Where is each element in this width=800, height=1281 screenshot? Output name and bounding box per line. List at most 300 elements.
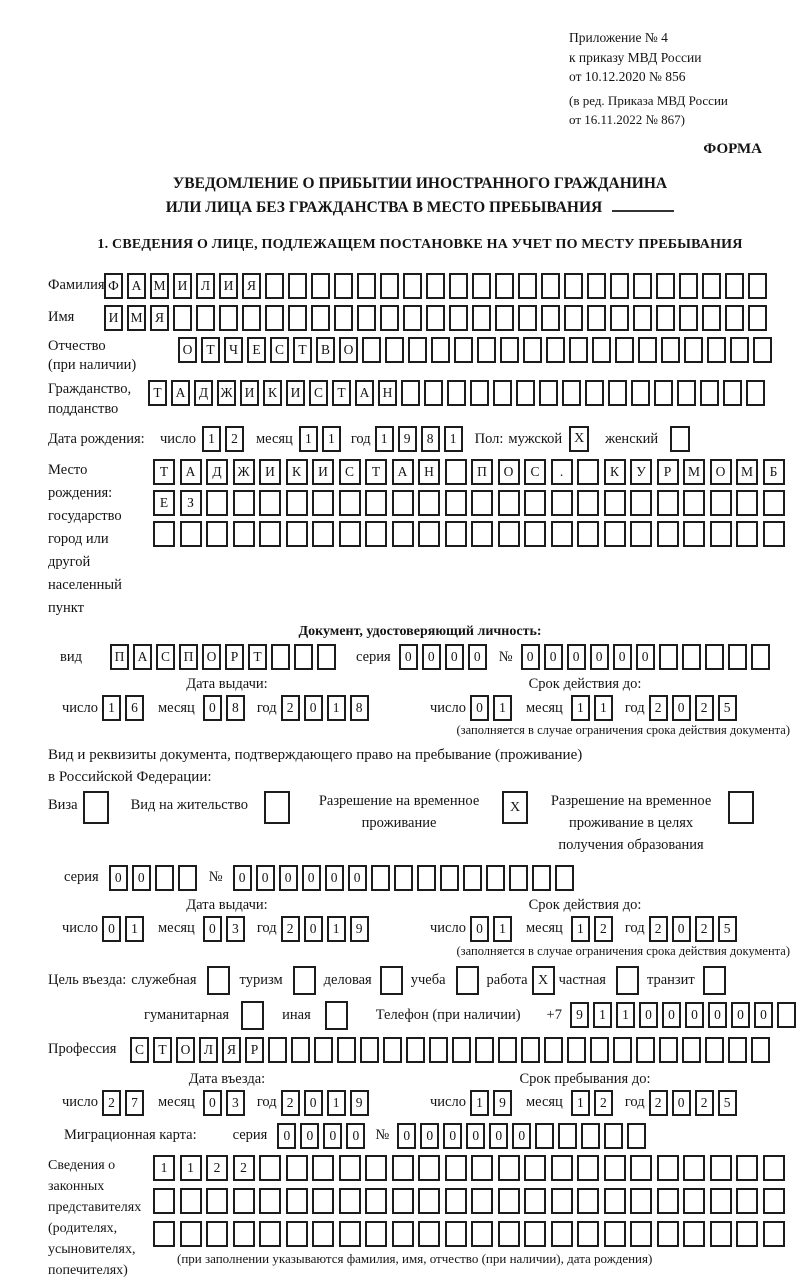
form-cell[interactable] bbox=[592, 337, 611, 363]
form-cell[interactable] bbox=[288, 305, 307, 331]
residence-permit-checkbox[interactable] bbox=[264, 791, 290, 824]
form-cell[interactable] bbox=[418, 490, 440, 516]
form-cell[interactable] bbox=[585, 380, 604, 406]
form-cell[interactable] bbox=[546, 337, 565, 363]
form-cell[interactable] bbox=[312, 1155, 334, 1181]
form-cell[interactable]: О bbox=[178, 337, 197, 363]
form-cell[interactable] bbox=[339, 521, 361, 547]
form-cell[interactable] bbox=[418, 1155, 440, 1181]
form-cell[interactable] bbox=[730, 337, 749, 363]
form-cell[interactable] bbox=[736, 1155, 758, 1181]
form-cell[interactable]: 3 bbox=[226, 1090, 245, 1116]
form-cell[interactable] bbox=[657, 1155, 679, 1181]
form-cell[interactable]: 5 bbox=[718, 1090, 737, 1116]
form-cell[interactable] bbox=[581, 1123, 600, 1149]
form-cell[interactable]: 0 bbox=[422, 644, 441, 670]
form-cell[interactable] bbox=[751, 1037, 770, 1063]
form-cell[interactable]: 0 bbox=[636, 644, 655, 670]
form-cell[interactable] bbox=[495, 305, 514, 331]
form-cell[interactable] bbox=[334, 305, 353, 331]
form-cell[interactable]: 7 bbox=[125, 1090, 144, 1116]
form-cell[interactable] bbox=[206, 1188, 228, 1214]
form-cell[interactable] bbox=[683, 521, 705, 547]
form-cell[interactable]: 1 bbox=[299, 426, 318, 452]
form-cell[interactable] bbox=[682, 1037, 701, 1063]
form-cell[interactable] bbox=[339, 1221, 361, 1247]
form-cell[interactable] bbox=[683, 1155, 705, 1181]
form-cell[interactable]: 0 bbox=[708, 1002, 727, 1028]
form-cell[interactable]: 0 bbox=[302, 865, 321, 891]
form-cell[interactable] bbox=[723, 380, 742, 406]
form-cell[interactable]: 0 bbox=[399, 644, 418, 670]
form-cell[interactable] bbox=[371, 865, 390, 891]
form-cell[interactable]: 0 bbox=[300, 1123, 319, 1149]
purpose-tourism-checkbox[interactable] bbox=[293, 966, 316, 995]
form-cell[interactable]: А bbox=[127, 273, 146, 299]
form-cell[interactable] bbox=[477, 337, 496, 363]
form-cell[interactable]: Я bbox=[242, 273, 261, 299]
form-cell[interactable] bbox=[392, 1188, 414, 1214]
form-cell[interactable]: Т bbox=[201, 337, 220, 363]
form-cell[interactable]: 0 bbox=[256, 865, 275, 891]
form-cell[interactable]: С bbox=[309, 380, 328, 406]
form-cell[interactable] bbox=[495, 273, 514, 299]
form-cell[interactable] bbox=[365, 1221, 387, 1247]
form-cell[interactable] bbox=[286, 490, 308, 516]
form-cell[interactable]: 2 bbox=[281, 1090, 300, 1116]
form-cell[interactable] bbox=[173, 305, 192, 331]
form-cell[interactable] bbox=[524, 1221, 546, 1247]
form-cell[interactable]: 0 bbox=[489, 1123, 508, 1149]
form-cell[interactable] bbox=[471, 1188, 493, 1214]
form-cell[interactable] bbox=[532, 865, 551, 891]
form-cell[interactable] bbox=[518, 273, 537, 299]
form-cell[interactable]: 0 bbox=[468, 644, 487, 670]
form-cell[interactable] bbox=[569, 337, 588, 363]
form-cell[interactable] bbox=[180, 521, 202, 547]
form-cell[interactable]: Д bbox=[194, 380, 213, 406]
purpose-humanitarian-checkbox[interactable] bbox=[241, 1001, 264, 1030]
form-cell[interactable]: Е bbox=[153, 490, 175, 516]
form-cell[interactable] bbox=[357, 273, 376, 299]
form-cell[interactable]: 5 bbox=[718, 916, 737, 942]
form-cell[interactable] bbox=[751, 644, 770, 670]
form-cell[interactable] bbox=[633, 305, 652, 331]
form-cell[interactable]: 0 bbox=[397, 1123, 416, 1149]
form-cell[interactable]: 0 bbox=[470, 695, 489, 721]
form-cell[interactable] bbox=[429, 1037, 448, 1063]
form-cell[interactable]: 2 bbox=[225, 426, 244, 452]
form-cell[interactable] bbox=[401, 380, 420, 406]
form-cell[interactable] bbox=[613, 1037, 632, 1063]
form-cell[interactable] bbox=[523, 337, 542, 363]
form-cell[interactable] bbox=[314, 1037, 333, 1063]
form-cell[interactable]: 0 bbox=[304, 1090, 323, 1116]
form-cell[interactable]: У bbox=[630, 459, 652, 485]
form-cell[interactable]: Н bbox=[418, 459, 440, 485]
form-cell[interactable] bbox=[265, 305, 284, 331]
form-cell[interactable] bbox=[454, 337, 473, 363]
form-cell[interactable] bbox=[403, 273, 422, 299]
form-cell[interactable]: Н bbox=[378, 380, 397, 406]
form-cell[interactable]: 0 bbox=[466, 1123, 485, 1149]
form-cell[interactable] bbox=[380, 273, 399, 299]
form-cell[interactable]: 0 bbox=[203, 916, 222, 942]
form-cell[interactable] bbox=[577, 1188, 599, 1214]
purpose-transit-checkbox[interactable] bbox=[703, 966, 726, 995]
form-cell[interactable]: 0 bbox=[672, 916, 691, 942]
form-cell[interactable] bbox=[657, 1221, 679, 1247]
form-cell[interactable]: К bbox=[604, 459, 626, 485]
form-cell[interactable] bbox=[418, 1188, 440, 1214]
form-cell[interactable] bbox=[725, 273, 744, 299]
form-cell[interactable]: 0 bbox=[639, 1002, 658, 1028]
form-cell[interactable] bbox=[702, 273, 721, 299]
form-cell[interactable]: 1 bbox=[180, 1155, 202, 1181]
form-cell[interactable] bbox=[385, 337, 404, 363]
form-cell[interactable]: С bbox=[156, 644, 175, 670]
form-cell[interactable] bbox=[365, 521, 387, 547]
purpose-other-checkbox[interactable] bbox=[325, 1001, 348, 1030]
form-cell[interactable]: 0 bbox=[685, 1002, 704, 1028]
form-cell[interactable] bbox=[631, 380, 650, 406]
form-cell[interactable] bbox=[470, 380, 489, 406]
form-cell[interactable] bbox=[286, 1155, 308, 1181]
form-cell[interactable]: Б bbox=[763, 459, 785, 485]
form-cell[interactable] bbox=[403, 305, 422, 331]
form-cell[interactable]: Д bbox=[206, 459, 228, 485]
form-cell[interactable]: А bbox=[171, 380, 190, 406]
form-cell[interactable] bbox=[587, 273, 606, 299]
form-cell[interactable] bbox=[424, 380, 443, 406]
form-cell[interactable]: 2 bbox=[281, 695, 300, 721]
form-cell[interactable] bbox=[657, 490, 679, 516]
form-cell[interactable]: 1 bbox=[327, 916, 346, 942]
form-cell[interactable] bbox=[463, 865, 482, 891]
form-cell[interactable] bbox=[657, 521, 679, 547]
form-cell[interactable] bbox=[577, 459, 599, 485]
form-cell[interactable]: С bbox=[339, 459, 361, 485]
form-cell[interactable] bbox=[763, 1188, 785, 1214]
form-cell[interactable]: 1 bbox=[594, 695, 613, 721]
form-cell[interactable] bbox=[700, 380, 719, 406]
form-cell[interactable] bbox=[577, 1155, 599, 1181]
form-cell[interactable] bbox=[445, 459, 467, 485]
form-cell[interactable] bbox=[577, 490, 599, 516]
form-cell[interactable]: 2 bbox=[649, 695, 668, 721]
form-cell[interactable] bbox=[604, 1123, 623, 1149]
form-cell[interactable] bbox=[661, 337, 680, 363]
form-cell[interactable]: А bbox=[355, 380, 374, 406]
form-cell[interactable]: 0 bbox=[443, 1123, 462, 1149]
form-cell[interactable] bbox=[365, 490, 387, 516]
form-cell[interactable]: 2 bbox=[281, 916, 300, 942]
form-cell[interactable] bbox=[288, 273, 307, 299]
form-cell[interactable] bbox=[259, 1188, 281, 1214]
form-cell[interactable]: 0 bbox=[325, 865, 344, 891]
form-cell[interactable] bbox=[753, 337, 772, 363]
form-cell[interactable] bbox=[725, 305, 744, 331]
form-cell[interactable]: 1 bbox=[571, 1090, 590, 1116]
form-cell[interactable] bbox=[219, 305, 238, 331]
form-cell[interactable] bbox=[242, 305, 261, 331]
form-cell[interactable] bbox=[524, 490, 546, 516]
form-cell[interactable] bbox=[746, 380, 765, 406]
form-cell[interactable] bbox=[233, 490, 255, 516]
form-cell[interactable] bbox=[524, 521, 546, 547]
form-cell[interactable] bbox=[707, 337, 726, 363]
form-cell[interactable]: 1 bbox=[375, 426, 394, 452]
form-cell[interactable] bbox=[524, 1188, 546, 1214]
form-cell[interactable] bbox=[630, 1188, 652, 1214]
form-cell[interactable]: З bbox=[180, 490, 202, 516]
form-cell[interactable]: 8 bbox=[350, 695, 369, 721]
form-cell[interactable] bbox=[659, 1037, 678, 1063]
form-cell[interactable]: Т bbox=[248, 644, 267, 670]
form-cell[interactable]: 9 bbox=[398, 426, 417, 452]
form-cell[interactable] bbox=[311, 305, 330, 331]
purpose-private-checkbox[interactable] bbox=[616, 966, 639, 995]
visa-checkbox[interactable] bbox=[83, 791, 109, 824]
form-cell[interactable] bbox=[271, 644, 290, 670]
form-cell[interactable]: М bbox=[736, 459, 758, 485]
form-cell[interactable]: 0 bbox=[567, 644, 586, 670]
form-cell[interactable] bbox=[544, 1037, 563, 1063]
form-cell[interactable]: П bbox=[471, 459, 493, 485]
form-cell[interactable] bbox=[180, 1221, 202, 1247]
form-cell[interactable] bbox=[339, 490, 361, 516]
temp-permit-checkbox[interactable]: X bbox=[502, 791, 528, 824]
form-cell[interactable]: 1 bbox=[493, 916, 512, 942]
form-cell[interactable] bbox=[633, 273, 652, 299]
form-cell[interactable] bbox=[445, 1188, 467, 1214]
form-cell[interactable] bbox=[524, 1155, 546, 1181]
form-cell[interactable]: 2 bbox=[695, 695, 714, 721]
form-cell[interactable]: 2 bbox=[649, 916, 668, 942]
form-cell[interactable] bbox=[498, 1221, 520, 1247]
form-cell[interactable] bbox=[447, 380, 466, 406]
form-cell[interactable] bbox=[498, 521, 520, 547]
purpose-official-checkbox[interactable] bbox=[207, 966, 230, 995]
form-cell[interactable]: 0 bbox=[109, 865, 128, 891]
form-cell[interactable] bbox=[728, 644, 747, 670]
form-cell[interactable]: Р bbox=[225, 644, 244, 670]
form-cell[interactable]: А bbox=[133, 644, 152, 670]
form-cell[interactable] bbox=[551, 521, 573, 547]
form-cell[interactable] bbox=[365, 1155, 387, 1181]
form-cell[interactable]: 1 bbox=[153, 1155, 175, 1181]
form-cell[interactable] bbox=[475, 1037, 494, 1063]
form-cell[interactable]: Я bbox=[150, 305, 169, 331]
form-cell[interactable] bbox=[683, 490, 705, 516]
form-cell[interactable]: 8 bbox=[421, 426, 440, 452]
form-cell[interactable] bbox=[684, 337, 703, 363]
form-cell[interactable] bbox=[736, 490, 758, 516]
form-cell[interactable]: 0 bbox=[470, 916, 489, 942]
form-cell[interactable] bbox=[516, 380, 535, 406]
form-cell[interactable]: 2 bbox=[649, 1090, 668, 1116]
form-cell[interactable]: 0 bbox=[203, 1090, 222, 1116]
form-cell[interactable]: 2 bbox=[594, 916, 613, 942]
form-cell[interactable] bbox=[357, 305, 376, 331]
form-cell[interactable] bbox=[312, 490, 334, 516]
form-cell[interactable] bbox=[551, 1221, 573, 1247]
form-cell[interactable] bbox=[294, 644, 313, 670]
form-cell[interactable]: 1 bbox=[470, 1090, 489, 1116]
form-cell[interactable] bbox=[604, 1188, 626, 1214]
form-cell[interactable] bbox=[654, 380, 673, 406]
form-cell[interactable] bbox=[317, 644, 336, 670]
form-cell[interactable]: О bbox=[176, 1037, 195, 1063]
form-cell[interactable]: 0 bbox=[277, 1123, 296, 1149]
form-cell[interactable] bbox=[736, 1188, 758, 1214]
form-cell[interactable] bbox=[604, 1155, 626, 1181]
form-cell[interactable] bbox=[521, 1037, 540, 1063]
edu-permit-checkbox[interactable] bbox=[728, 791, 754, 824]
form-cell[interactable] bbox=[567, 1037, 586, 1063]
form-cell[interactable] bbox=[610, 305, 629, 331]
form-cell[interactable] bbox=[551, 490, 573, 516]
form-cell[interactable] bbox=[445, 1221, 467, 1247]
form-cell[interactable]: 0 bbox=[132, 865, 151, 891]
form-cell[interactable]: 3 bbox=[226, 916, 245, 942]
form-cell[interactable] bbox=[365, 1188, 387, 1214]
form-cell[interactable] bbox=[265, 273, 284, 299]
form-cell[interactable]: К bbox=[263, 380, 282, 406]
form-cell[interactable]: 1 bbox=[322, 426, 341, 452]
form-cell[interactable] bbox=[683, 1221, 705, 1247]
form-cell[interactable]: М bbox=[127, 305, 146, 331]
form-cell[interactable] bbox=[339, 1188, 361, 1214]
form-cell[interactable] bbox=[638, 337, 657, 363]
form-cell[interactable] bbox=[683, 1188, 705, 1214]
form-cell[interactable] bbox=[577, 1221, 599, 1247]
form-cell[interactable]: Т bbox=[148, 380, 167, 406]
form-cell[interactable] bbox=[604, 490, 626, 516]
form-cell[interactable] bbox=[259, 1221, 281, 1247]
form-cell[interactable] bbox=[636, 1037, 655, 1063]
form-cell[interactable]: 9 bbox=[570, 1002, 589, 1028]
form-cell[interactable]: 1 bbox=[327, 695, 346, 721]
form-cell[interactable] bbox=[449, 305, 468, 331]
form-cell[interactable] bbox=[471, 521, 493, 547]
form-cell[interactable] bbox=[426, 305, 445, 331]
form-cell[interactable]: 9 bbox=[493, 1090, 512, 1116]
form-cell[interactable]: 0 bbox=[348, 865, 367, 891]
form-cell[interactable]: Л bbox=[196, 273, 215, 299]
form-cell[interactable] bbox=[551, 1155, 573, 1181]
form-cell[interactable] bbox=[710, 490, 732, 516]
form-cell[interactable]: М bbox=[150, 273, 169, 299]
form-cell[interactable] bbox=[440, 865, 459, 891]
form-cell[interactable] bbox=[630, 490, 652, 516]
form-cell[interactable]: С bbox=[130, 1037, 149, 1063]
form-cell[interactable] bbox=[180, 1188, 202, 1214]
form-cell[interactable]: Т bbox=[153, 459, 175, 485]
form-cell[interactable] bbox=[763, 1155, 785, 1181]
form-cell[interactable]: 1 bbox=[125, 916, 144, 942]
form-cell[interactable]: И bbox=[259, 459, 281, 485]
form-cell[interactable]: Я bbox=[222, 1037, 241, 1063]
form-cell[interactable] bbox=[564, 273, 583, 299]
form-cell[interactable]: 0 bbox=[279, 865, 298, 891]
form-cell[interactable] bbox=[206, 521, 228, 547]
form-cell[interactable] bbox=[449, 273, 468, 299]
form-cell[interactable]: 0 bbox=[346, 1123, 365, 1149]
form-cell[interactable] bbox=[312, 521, 334, 547]
form-cell[interactable]: 1 bbox=[444, 426, 463, 452]
form-cell[interactable] bbox=[178, 865, 197, 891]
form-cell[interactable] bbox=[233, 1188, 255, 1214]
form-cell[interactable] bbox=[471, 1221, 493, 1247]
form-cell[interactable]: 5 bbox=[718, 695, 737, 721]
form-cell[interactable] bbox=[206, 1221, 228, 1247]
form-cell[interactable] bbox=[710, 1188, 732, 1214]
form-cell[interactable]: А bbox=[180, 459, 202, 485]
form-cell[interactable]: 0 bbox=[731, 1002, 750, 1028]
form-cell[interactable] bbox=[657, 1188, 679, 1214]
form-cell[interactable] bbox=[418, 521, 440, 547]
form-cell[interactable] bbox=[445, 490, 467, 516]
form-cell[interactable] bbox=[564, 305, 583, 331]
form-cell[interactable]: 0 bbox=[445, 644, 464, 670]
form-cell[interactable] bbox=[268, 1037, 287, 1063]
female-checkbox[interactable] bbox=[670, 426, 690, 452]
form-cell[interactable]: И bbox=[219, 273, 238, 299]
form-cell[interactable] bbox=[471, 490, 493, 516]
form-cell[interactable]: 0 bbox=[613, 644, 632, 670]
form-cell[interactable] bbox=[392, 1155, 414, 1181]
form-cell[interactable] bbox=[659, 644, 678, 670]
male-checkbox[interactable]: X bbox=[569, 426, 589, 452]
form-cell[interactable] bbox=[339, 1155, 361, 1181]
form-cell[interactable]: 0 bbox=[203, 695, 222, 721]
form-cell[interactable] bbox=[259, 1155, 281, 1181]
form-cell[interactable] bbox=[408, 337, 427, 363]
form-cell[interactable] bbox=[608, 380, 627, 406]
form-cell[interactable] bbox=[394, 865, 413, 891]
form-cell[interactable]: Т bbox=[153, 1037, 172, 1063]
form-cell[interactable]: 2 bbox=[594, 1090, 613, 1116]
purpose-study-checkbox[interactable] bbox=[456, 966, 479, 995]
form-cell[interactable] bbox=[445, 1155, 467, 1181]
form-cell[interactable]: 1 bbox=[102, 695, 121, 721]
form-cell[interactable] bbox=[153, 1188, 175, 1214]
form-cell[interactable]: С bbox=[270, 337, 289, 363]
form-cell[interactable] bbox=[312, 1221, 334, 1247]
form-cell[interactable] bbox=[679, 273, 698, 299]
form-cell[interactable]: 1 bbox=[493, 695, 512, 721]
form-cell[interactable] bbox=[630, 1221, 652, 1247]
form-cell[interactable] bbox=[392, 521, 414, 547]
form-cell[interactable] bbox=[392, 490, 414, 516]
form-cell[interactable] bbox=[380, 305, 399, 331]
form-cell[interactable] bbox=[155, 865, 174, 891]
form-cell[interactable]: 1 bbox=[593, 1002, 612, 1028]
form-cell[interactable] bbox=[406, 1037, 425, 1063]
purpose-work-checkbox[interactable]: X bbox=[532, 966, 555, 995]
form-cell[interactable] bbox=[558, 1123, 577, 1149]
form-cell[interactable] bbox=[311, 273, 330, 299]
form-cell[interactable]: 0 bbox=[233, 865, 252, 891]
form-cell[interactable]: 0 bbox=[512, 1123, 531, 1149]
form-cell[interactable] bbox=[291, 1037, 310, 1063]
form-cell[interactable]: . bbox=[551, 459, 573, 485]
form-cell[interactable] bbox=[562, 380, 581, 406]
form-cell[interactable] bbox=[498, 1155, 520, 1181]
form-cell[interactable]: О bbox=[498, 459, 520, 485]
form-cell[interactable] bbox=[196, 305, 215, 331]
